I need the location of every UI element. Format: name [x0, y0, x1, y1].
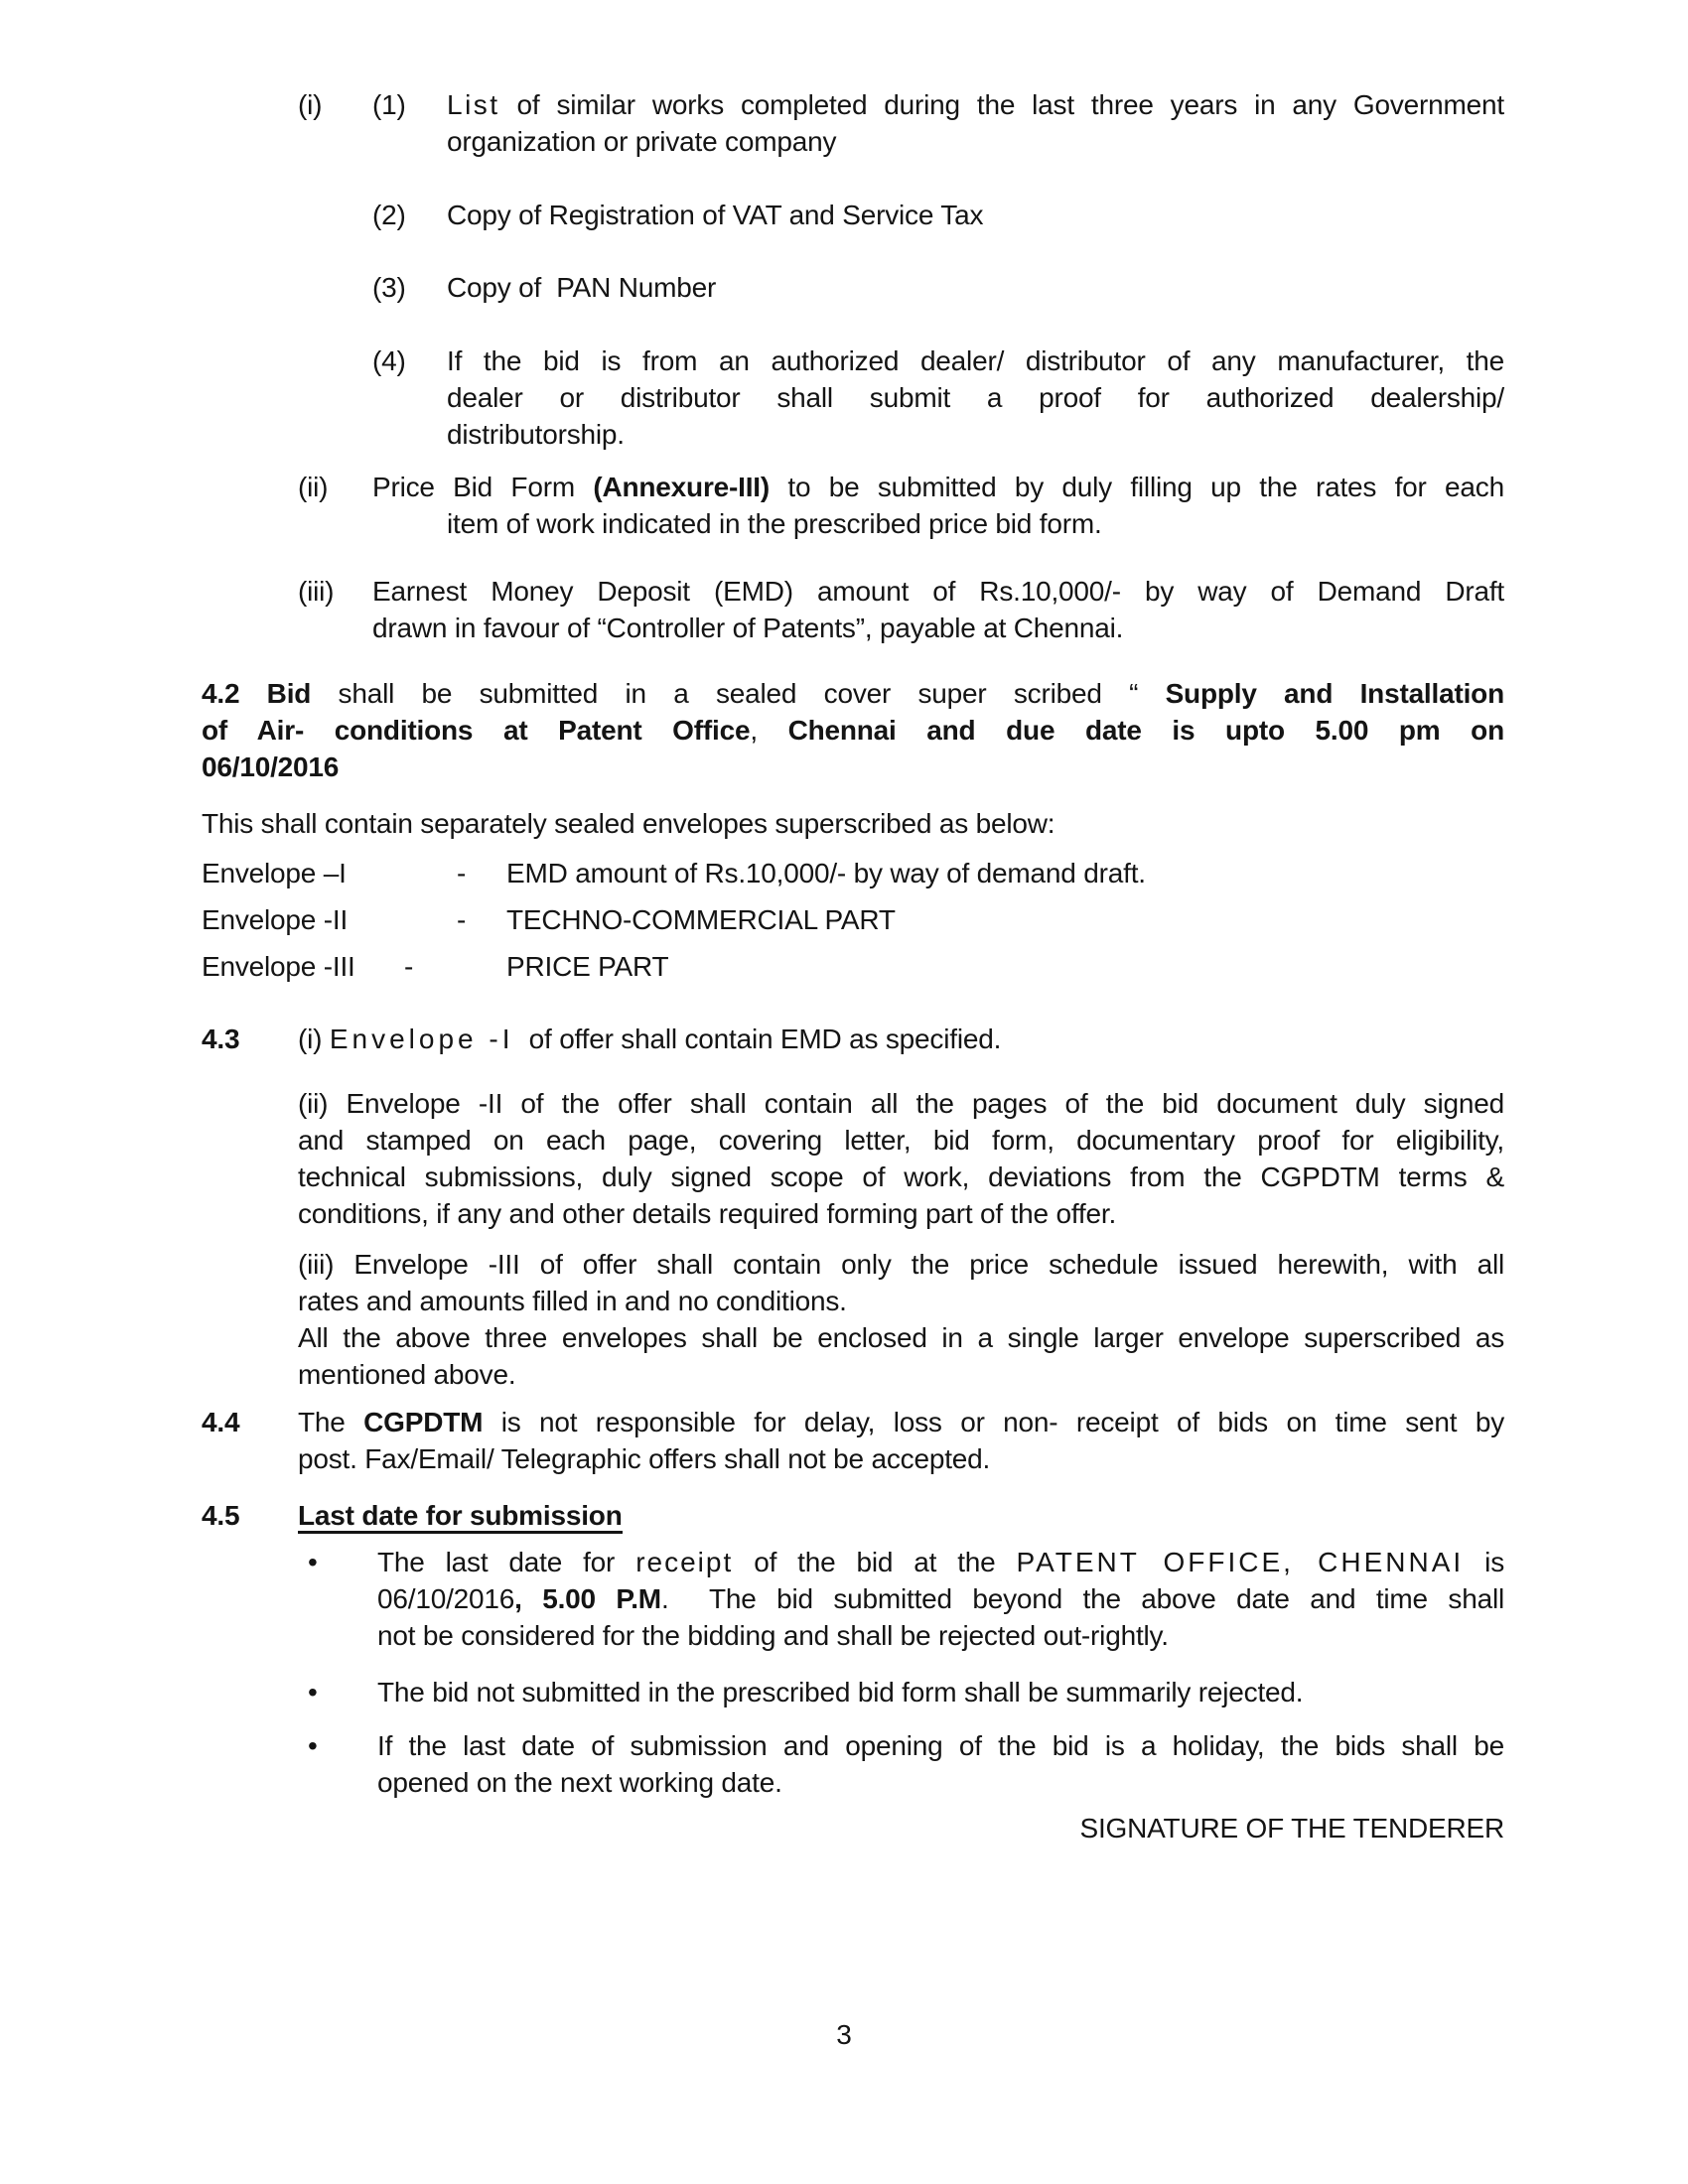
list-item-text: Price Bid Form (Annexure-III) to be submitted by duly filling up the rates for each item of work indicated in the prescribed price bid form.: [372, 472, 1504, 539]
page-number-text: 3: [836, 2019, 852, 2050]
bullet-item-last-date: [202, 1544, 1504, 1654]
list-marker-ii: (ii): [298, 472, 329, 502]
section-4-4-text: The CGPDTM is not responsible for delay, loss or non- receipt of bids on time sent by post. Fax/Email/ Telegraphic offers shall not be accepted.: [298, 1407, 1504, 1474]
envelope-row-2: [202, 901, 1504, 938]
section-4-3-ii-text: (ii) Envelope -II of the offer shall contain all the pages of the bid document duly signed and stamped on each page, covering letter, bid form, documentary proof for eligibility, technical submissions, duly signed scope of work, deviations from the CGPDTM terms & conditions, if any and other details required forming part of the offer.: [298, 1088, 1504, 1229]
bullet-text: The bid not submitted in the prescribed bid form shall be summarily rejected.: [377, 1677, 1304, 1707]
list-item-text: Copy of PAN Number: [447, 272, 717, 303]
page-number: [0, 2016, 1688, 2053]
bullet-icon: •: [308, 1730, 318, 1761]
list-item-ii: [202, 469, 1504, 542]
list-marker-4: (4): [372, 345, 406, 376]
envelope-3-description: PRICE PART: [506, 951, 669, 982]
envelope-1-label: Envelope –I: [202, 858, 347, 888]
document-text-block: [202, 0, 1504, 2184]
section-4-2-paragraph: [202, 675, 1504, 785]
section-4-2-text: 4.2 Bid shall be submitted in a sealed cover super scribed “ Supply and Installation of Air- conditions at Patent Office, Chennai and due date is upto 5.00 pm on 06/10/2016: [202, 678, 1504, 782]
envelope-2-label: Envelope -II: [202, 904, 349, 935]
section-4-4-paragraph: [202, 1404, 1504, 1477]
bullet-text: The last date for receipt of the bid at the PATENT OFFICE, CHENNAI is 06/10/2016, 5.00 P.M. The bid submitted beyond the above date and time shall not be considered for the bidding and shall be rejected out-rightly.: [377, 1547, 1505, 1651]
list-item-2: [202, 197, 1504, 233]
all-envelopes-note-text: All the above three envelopes shall be enclosed in a single larger envelope superscribed as mentioned above.: [298, 1322, 1504, 1390]
list-item-text: If the bid is from an authorized dealer/ distributor of any manufacturer, the dealer or distributor shall submit a proof for authorized dealership/ distributorship.: [447, 345, 1504, 450]
list-item-text: Earnest Money Deposit (EMD) amount of Rs.10,000/- by way of Demand Draft drawn in favour of “Controller of Patents”, payable at Chennai.: [372, 576, 1504, 643]
list-item-3: [202, 269, 1504, 306]
envelopes-intro-text: This shall contain separately sealed envelopes superscribed as below:: [202, 808, 1055, 839]
list-item-i-1: [202, 86, 1504, 160]
section-4-3-item-iii: [202, 1246, 1504, 1319]
bullet-icon: •: [308, 1677, 318, 1707]
bullet-text: If the last date of submission and opening of the bid is a holiday, the bids shall be opened on the next working date.: [377, 1730, 1504, 1798]
envelope-1-description: EMD amount of Rs.10,000/- by way of demand draft.: [506, 858, 1146, 888]
list-item-4: [202, 342, 1504, 453]
section-4-3-i-text: (i) Envelope -I of offer shall contain EMD as specified.: [298, 1024, 1002, 1054]
envelope-2-description: TECHNO-COMMERCIAL PART: [506, 904, 896, 935]
bullet-item-prescribed-form: [202, 1674, 1504, 1710]
envelope-3-label: Envelope -III: [202, 951, 355, 982]
list-item-text: List of similar works completed during the last three years in any Government organization or private company: [447, 89, 1504, 157]
list-item-iii: [202, 573, 1504, 646]
envelope-2-dash: -: [457, 904, 467, 935]
envelopes-intro-paragraph: [202, 805, 1504, 842]
list-marker-3: (3): [372, 272, 406, 303]
envelope-1-dash: -: [457, 858, 467, 888]
list-marker-i: (i): [298, 89, 323, 120]
section-4-5-heading-text: Last date for submission: [298, 1497, 1504, 1534]
envelope-row-1: [202, 855, 1504, 891]
section-number-4-4: 4.4: [202, 1407, 240, 1437]
all-envelopes-note-paragraph: [202, 1319, 1504, 1393]
section-number-4-3: 4.3: [202, 1024, 240, 1054]
section-4-3-iii-text: (iii) Envelope -III of offer shall contain only the price schedule issued herewith, with all rates and amounts filled in and no conditions.: [298, 1249, 1504, 1316]
bullet-item-holiday: [202, 1727, 1504, 1801]
envelope-row-3: [202, 948, 1504, 985]
signature-text: SIGNATURE OF THE TENDERER: [1079, 1813, 1504, 1843]
section-number-4-5: 4.5: [202, 1500, 240, 1531]
list-item-text: Copy of Registration of VAT and Service Tax: [447, 200, 984, 230]
signature-line: [202, 1810, 1504, 1846]
list-marker-1: (1): [372, 89, 406, 120]
section-4-3-item-ii: [202, 1085, 1504, 1232]
list-marker-iii: (iii): [298, 576, 335, 607]
bullet-icon: •: [308, 1547, 318, 1577]
section-4-5-heading: [202, 1497, 1504, 1534]
envelope-3-dash: -: [404, 951, 414, 982]
section-4-3-item-i: [202, 1021, 1504, 1057]
list-marker-2: (2): [372, 200, 406, 230]
